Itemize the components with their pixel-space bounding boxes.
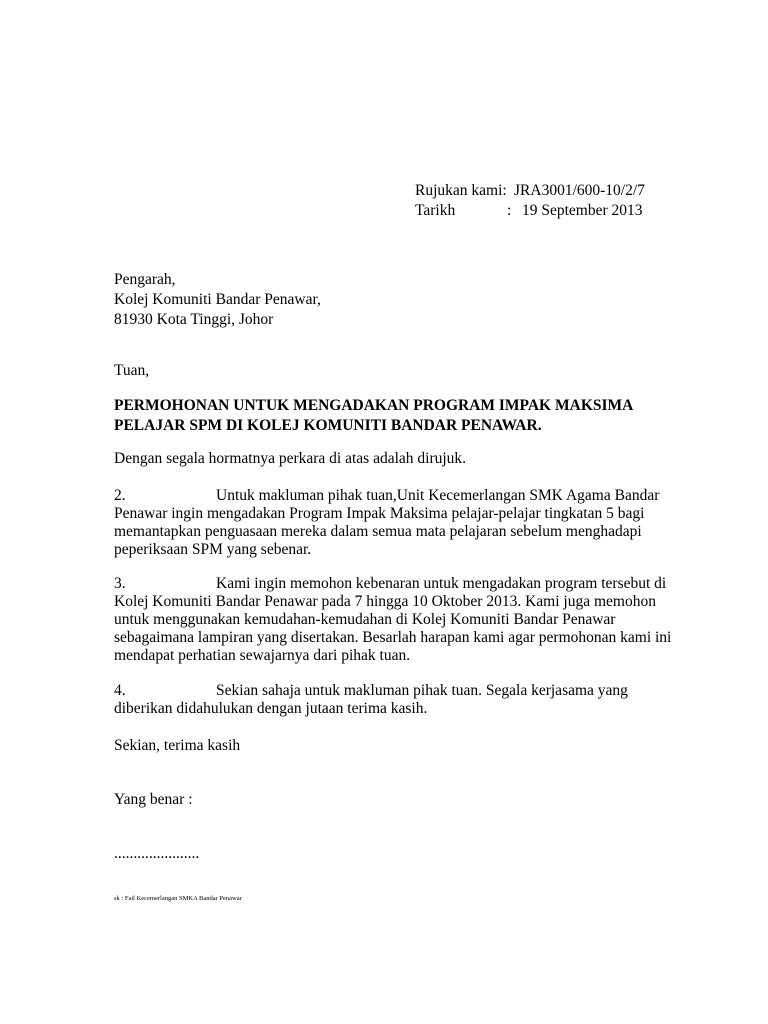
date-row: [415, 202, 645, 222]
paragraph-line: peperiksaan SPM yang sebenar.: [114, 541, 312, 558]
subject-line-2: PELAJAR SPM DI KOLEJ KOMUNITI BANDAR PENAWAR.: [114, 417, 542, 434]
paragraph-3: [114, 575, 672, 665]
paragraph-text: Untuk makluman pihak tuan,Unit Kecemerlangan SMK Agama Bandar: [216, 487, 660, 504]
paragraph-4: [114, 682, 654, 718]
paragraph-line: sebagaimana lampiran yang disertakan. Besarlah harapan kami agar permohonan kami ini: [114, 629, 672, 646]
recipient-organization: Kolej Komuniti Bandar Penawar,: [114, 291, 321, 308]
paragraph-line: mendapat perhatian sewajarnya dari pihak tuan.: [114, 647, 411, 664]
reference-block: [415, 182, 645, 222]
carbon-copy-note: sk : Fail Kecemerlangan SMKA Bandar Penawar: [114, 895, 242, 902]
paragraph-number: 4.: [114, 682, 126, 699]
letter-subject: [114, 397, 654, 437]
recipient-address: [114, 271, 654, 331]
paragraph-2: [114, 487, 660, 559]
paragraph-line: untuk menggunakan kemudahan-kemudahan di Kolej Komuniti Bandar Penawar: [114, 611, 616, 628]
paragraph-line: Kolej Komuniti Bandar Penawar pada 7 hingga 10 Oktober 2013. Kami juga memohon: [114, 593, 656, 610]
closing: Sekian, terima kasih: [114, 737, 241, 754]
paragraph-number: 3.: [114, 575, 126, 592]
paragraph-line: [114, 682, 654, 700]
paragraph-1: Dengan segala hormatnya perkara di atas adalah dirujuk.: [114, 450, 467, 467]
date-label: Tarikh: [415, 202, 456, 219]
paragraph-line: diberikan didahulukan dengan jutaan terima kasih.: [114, 700, 428, 717]
recipient-title: Pengarah,: [114, 271, 176, 288]
paragraph-line: [114, 575, 667, 593]
recipient-location: 81930 Kota Tinggi, Johor: [114, 311, 274, 328]
reference-label: Rujukan kami:: [415, 182, 507, 199]
reference-number: JRA3001/600-10/2/7: [514, 182, 645, 199]
salutation: Tuan,: [114, 362, 150, 379]
signature-line: ......................: [114, 845, 200, 862]
paragraph-number: 2.: [114, 487, 126, 504]
paragraph-text: Sekian sahaja untuk makluman pihak tuan. Segala kerjasama yang: [216, 682, 628, 699]
sign-off: Yang benar :: [114, 791, 193, 808]
reference-row: [415, 182, 645, 202]
subject-line-1: PERMOHONAN UNTUK MENGADAKAN PROGRAM IMPAK MAKSIMA: [114, 397, 634, 414]
paragraph-text: Kami ingin memohon kebenaran untuk mengadakan program tersebut di: [216, 575, 667, 592]
date-separator: :: [507, 202, 512, 219]
paragraph-line: [114, 487, 660, 505]
paragraph-line: memantapkan penguasaan mereka dalam semua mata pelajaran sebelum menghadapi: [114, 523, 642, 540]
paragraph-line: Penawar ingin mengadakan Program Impak Maksima pelajar-pelajar tingkatan 5 bagi: [114, 505, 645, 522]
letter-date: 19 September 2013: [522, 202, 643, 219]
